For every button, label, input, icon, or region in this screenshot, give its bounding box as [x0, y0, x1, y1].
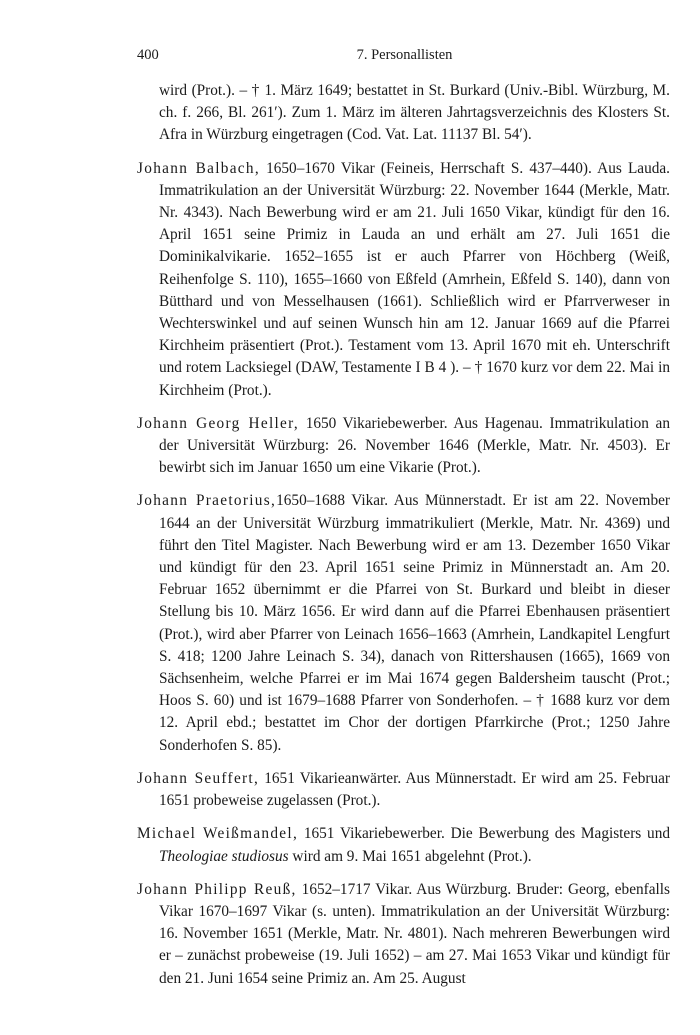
entry-list [137, 80, 670, 1001]
entry-text: 1650–1670 Vikar (Feineis, Herrschaft S. 437–440). Aus Lauda. Immatrikulation an der Universität Würzburg: 22. November 1644 (Merkle, Matr. Nr. 4343). Nach Bewerbung wird er am 21. Juli 1650 Vikar, kündigt für den 16. April 1651 seine Primiz in Lauda an und erhält am 27. Juli 1651 die Dominikalvikarie. 1652–1655 ist er auch Pfarrer von Höchberg (Weiß, Reihenfolge S. 110), 1655–1660 von Eßfeld (Amrhein, Eßfeld S. 140), dann von Bütthard und von Messelhausen (1661). Schließlich wird er Pfarrverweser in Wechterswinkel und auf seinen Wunsch hin am 12. Januar 1669 auf die Pfarrei Kirchheim präsentiert (Prot.). Testament vom 13. April 1670 mit eh. Unterschrift und rotem Lacksiegel (DAW, Testamente I B 4 ). – † 1670 kurz vor dem 22. Mai in Kirchheim (Prot.). [159, 159, 671, 399]
entry-text: 1651 Vikarieanwärter. Aus Münnerstadt. Er wird am 25. Februar 1651 probeweise zugelassen (Prot.). [159, 769, 670, 810]
chapter-title: 7. Personallisten [356, 47, 453, 63]
entry-name: Michael Weißmandel, [137, 825, 299, 843]
entry-text-end: wird am 9. Mai 1651 abgelehnt (Prot.). [288, 847, 532, 865]
entry-balbach [137, 158, 670, 402]
entry-text: 1652–1717 Vikar. Aus Würzburg. Bruder: Georg, ebenfalls Vikar 1670–1697 Vikar (s. unten). Immatrikulation an der Universität Würzburg: 16. November 1651 (Merkle, Matr. Nr. 4801). Nach mehreren Bewerbungen wird er – zunächst probeweise (19. Juli 1652) – am 27. Mai 1653 Vikar und kündigt für den 21. Juni 1654 seine Primiz an. Am 25. August [159, 880, 670, 987]
entry-heller [137, 413, 670, 480]
entry-text: wird (Prot.). – † 1. März 1649; bestattet in St. Burkard (Univ.-Bibl. Würzburg, M. ch. f. 266, Bl. 261′). Zum 1. März im älteren Jahrtagsverzeichnis des Klosters St. Afra in Würzburg eingetragen (Cod. Vat. Lat. 11137 Bl. 54′). [159, 82, 670, 144]
entry-reuss [137, 879, 670, 990]
entry-text: 1650–1688 Vikar. Aus Münnerstadt. Er ist am 22. November 1644 an der Universität Würzburg immatrikuliert (Merkle, Matr. Nr. 4369) und führt den Titel Magister. Nach Bewerbung wird er am 13. Dezember 1650 Vikar und kündigt für den 23. April 1651 seine Primiz in Münnerstadt an. Am 20. Februar 1652 übernimmt er die Pfarrei von St. Burkard und bleibt in dieser Stellung bis 10. März 1656. Er wird dann auf die Pfarrei Ebenhausen präsentiert (Prot.), wird aber Pfarrer von Leinach 1656–1663 (Amrhein, Landkapitel Lengfurt S. 418; 1200 Jahre Leinach S. 34), danach von Rittershausen (1665), 1669 von Sächsenheim, welche Pfarrei er im Mai 1674 gegen Baldersheim tauscht (Prot.; Hoos S. 60) und ist 1679–1688 Pfarrer von Sonderhofen. – † 1688 kurz vor dem 12. April ebd.; bestattet im Chor der dortigen Pfarrkirche (Prot.; 1250 Jahre Sonderhofen S. 85). [159, 492, 670, 754]
entry-text: 1650 Vikariebewerber. Aus Hagenau. Immatrikulation an der Universität Würzburg: 26. November 1646 (Merkle, Matr. Nr. 4503). Er bewirbt sich im Januar 1650 um eine Vikarie (Prot.). [159, 414, 670, 477]
entry-name: Johann Georg Heller, [137, 414, 300, 432]
entry-name: Johann Seuffert, [137, 769, 260, 787]
entry-name: Johann Philipp Reuß, [137, 880, 297, 898]
entry-name: Johann Praetorius, [137, 492, 277, 510]
entry-seuffert [137, 768, 670, 812]
entry-praetorius [137, 490, 670, 756]
entry-name: Johann Balbach, [137, 159, 260, 177]
page-number: 400 [137, 47, 159, 63]
entry-italic-text: Theologiae studiosus [159, 847, 289, 865]
entry-text: 1651 Vikariebewerber. Die Bewerbung des Magisters und [298, 825, 670, 843]
entry-weissmandel [137, 823, 670, 867]
entry-continuation [137, 80, 670, 147]
